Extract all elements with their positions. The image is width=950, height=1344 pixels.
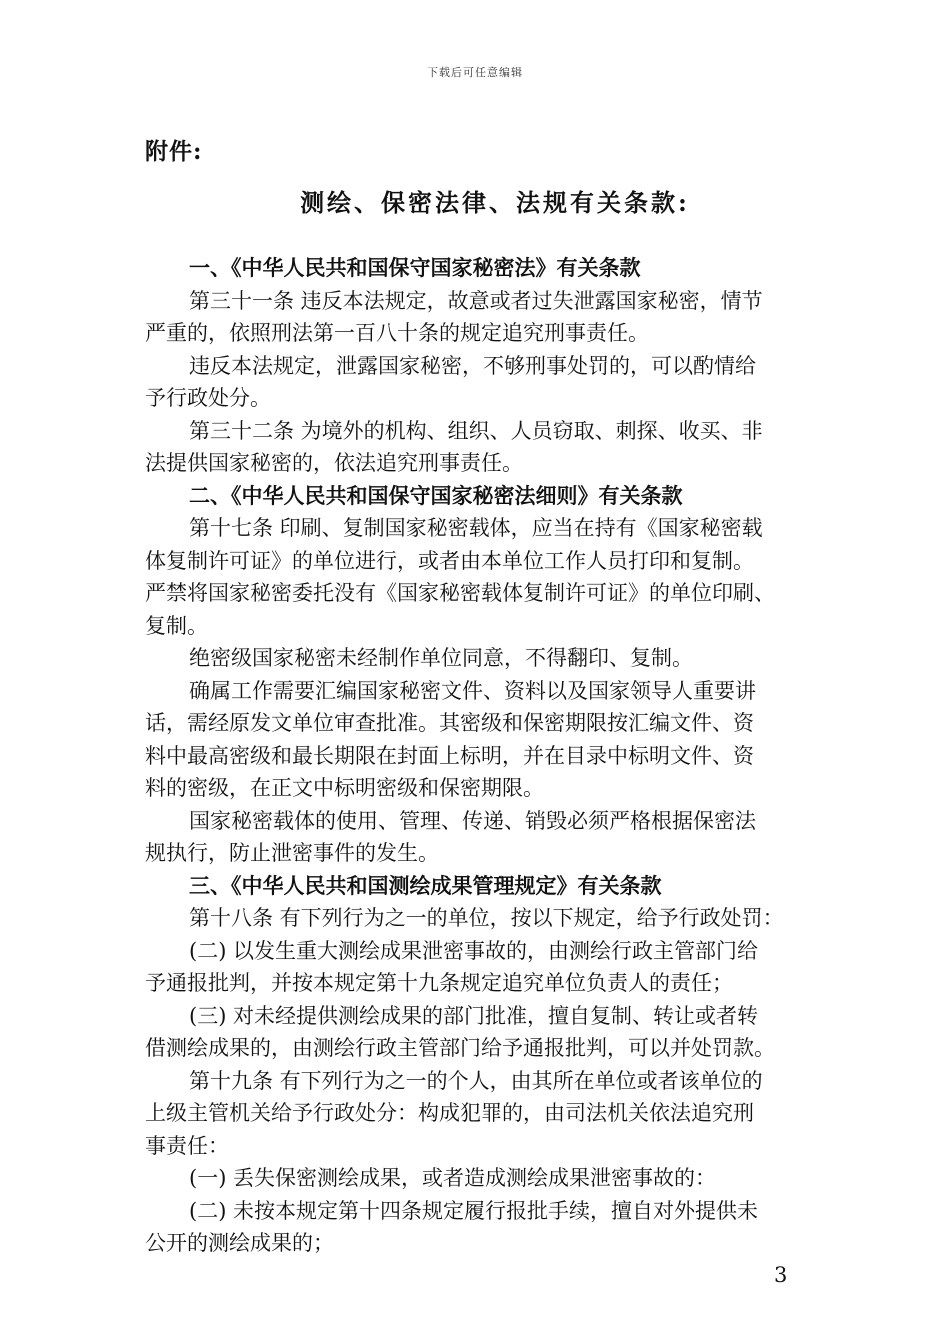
text-line: 事责任： xyxy=(145,1133,229,1158)
text-line: 规执行，防止泄密事件的发生。 xyxy=(145,841,439,865)
text-line: 第十九条 有下列行为之一的个人，由其所在单位或者该单位的 xyxy=(189,1068,763,1093)
attachment-label: 附件: xyxy=(145,138,203,165)
text-line: 第三十一条 违反本法规定，故意或者过失泄露国家秘密，情节 xyxy=(189,288,763,313)
text-line: 上级主管机关给予行政处分：构成犯罪的，由司法机关依法追究刑 xyxy=(145,1101,754,1125)
text-line: (二) 以发生重大测绘成果泄密事故的，由测绘行政主管部门给 xyxy=(189,938,759,963)
text-line: 违反本法规定，泄露国家秘密，不够刑事处罚的，可以酌情给 xyxy=(189,353,756,378)
text-line: 予行政处分。 xyxy=(145,386,271,410)
text-line: 公开的测绘成果的； xyxy=(145,1231,334,1255)
text-line: 第十八条 有下列行为之一的单位，按以下规定，给予行政处罚： xyxy=(189,906,784,930)
text-line: (一) 丢失保密测绘成果，或者造成测绘成果泄密事故的： xyxy=(189,1166,717,1190)
section-heading: 三、《中华人民共和国测绘成果管理规定》有关条款 xyxy=(189,872,662,898)
text-line: 借测绘成果的，由测绘行政主管部门给予通报批判，可以并处罚款。 xyxy=(145,1036,775,1060)
header-note: 下载后可任意编辑 xyxy=(427,66,523,79)
text-line: 法提供国家秘密的，依法追究刑事责任。 xyxy=(145,451,523,475)
text-line: 复制。 xyxy=(145,613,208,638)
text-line: 话，需经原发文单位审查批准。其密级和保密期限按汇编文件、资 xyxy=(145,711,754,735)
document-body xyxy=(145,252,810,1260)
page-number: 3 xyxy=(774,1263,788,1287)
text-line: 予通报批判，并按本规定第十九条规定追究单位负责人的责任； xyxy=(145,971,733,995)
section-heading: 一、《中华人民共和国保守国家秘密法》有关条款 xyxy=(189,255,641,280)
text-line: 第三十二条 为境外的机构、组织、人员窃取、刺探、收买、非 xyxy=(189,418,763,443)
text-line: 料中最高密级和最长期限在封面上标明，并在目录中标明文件、资 xyxy=(145,743,754,768)
text-line: 体复制许可证》的单位进行，或者由本单位工作人员打印和复制。 xyxy=(145,548,754,573)
text-line: 料的密级，在正文中标明密级和保密期限。 xyxy=(145,776,544,800)
text-line: 第十七条 印刷、复制国家秘密载体，应当在持有《国家秘密载 xyxy=(189,516,763,540)
text-line: 确属工作需要汇编国家秘密文件、资料以及国家领导人重要讲 xyxy=(189,678,756,703)
text-line: 国家秘密载体的使用、管理、传递、销毁必须严格根据保密法 xyxy=(189,808,756,833)
text-line: 绝密级国家秘密未经制作单位同意，不得翻印、复制。 xyxy=(189,646,693,670)
text-line: 严禁将国家秘密委托没有《国家秘密载体复制许可证》的单位印刷、 xyxy=(145,581,775,605)
text-line: (二) 未按本规定第十四条规定履行报批手续，擅自对外提供未 xyxy=(189,1198,759,1223)
section-heading: 二、《中华人民共和国保守国家秘密法细则》有关条款 xyxy=(189,482,683,508)
text-line: (三) 对未经提供测绘成果的部门批准，擅自复制、转让或者转 xyxy=(189,1003,759,1028)
text-line: 严重的，依照刑法第一百八十条的规定追究刑事责任。 xyxy=(145,321,649,345)
document-title: 测绘、保密法律、法规有关条款: xyxy=(300,188,690,217)
